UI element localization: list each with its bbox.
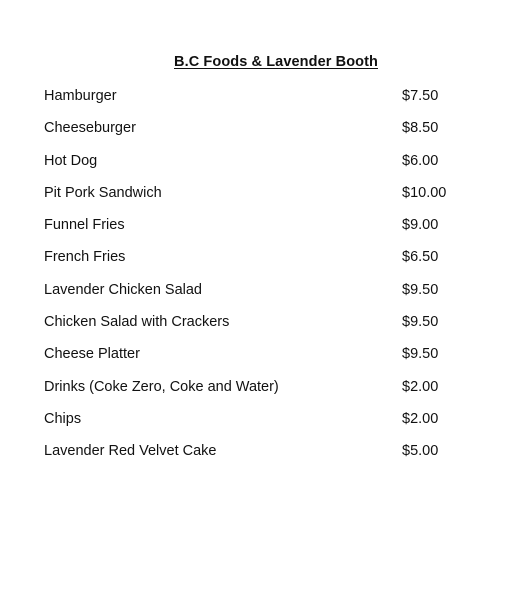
menu-item-name: Drinks (Coke Zero, Coke and Water) bbox=[44, 378, 279, 395]
menu-list bbox=[44, 86, 484, 474]
menu-item bbox=[44, 441, 484, 473]
menu-item bbox=[44, 118, 484, 150]
menu-item-name: Cheese Platter bbox=[44, 346, 140, 363]
menu-item-name: Chicken Salad with Crackers bbox=[44, 314, 230, 331]
menu-item-price: $6.50 bbox=[402, 249, 439, 266]
menu-item-name: Funnel Fries bbox=[44, 217, 125, 234]
menu-item-name: French Fries bbox=[44, 249, 126, 266]
menu-item bbox=[44, 86, 484, 118]
menu-item bbox=[44, 312, 484, 344]
menu-item-price: $8.50 bbox=[402, 120, 439, 137]
menu-item-price: $10.00 bbox=[402, 184, 447, 201]
menu-item bbox=[44, 247, 484, 279]
menu-item-price: $2.00 bbox=[402, 378, 439, 395]
menu-item-price: $5.00 bbox=[402, 443, 439, 460]
menu-item-name: Hot Dog bbox=[44, 152, 98, 169]
menu-item-name: Chips bbox=[44, 410, 82, 427]
menu-item bbox=[44, 280, 484, 312]
menu-item-price: $9.50 bbox=[402, 346, 439, 363]
menu-item-price: $9.50 bbox=[402, 281, 439, 298]
menu-item bbox=[44, 151, 484, 183]
menu-item-price: $9.00 bbox=[402, 217, 439, 234]
menu-item-price: $6.00 bbox=[402, 152, 439, 169]
menu-item-name: Lavender Red Velvet Cake bbox=[44, 443, 217, 460]
menu-item bbox=[44, 377, 484, 409]
menu-item-price: $7.50 bbox=[402, 88, 439, 104]
menu-item-price: $9.50 bbox=[402, 314, 439, 331]
menu-item-name: Hamburger bbox=[44, 88, 117, 104]
menu-item-name: Lavender Chicken Salad bbox=[44, 281, 202, 298]
menu-item bbox=[44, 344, 484, 376]
menu-item bbox=[44, 215, 484, 247]
menu-title: B.C Foods & Lavender Booth bbox=[174, 54, 378, 70]
menu-item bbox=[44, 183, 484, 215]
menu-item bbox=[44, 409, 484, 441]
menu-item-name: Cheeseburger bbox=[44, 120, 136, 137]
menu-item-name: Pit Pork Sandwich bbox=[44, 184, 162, 201]
menu-item-price: $2.00 bbox=[402, 410, 439, 427]
